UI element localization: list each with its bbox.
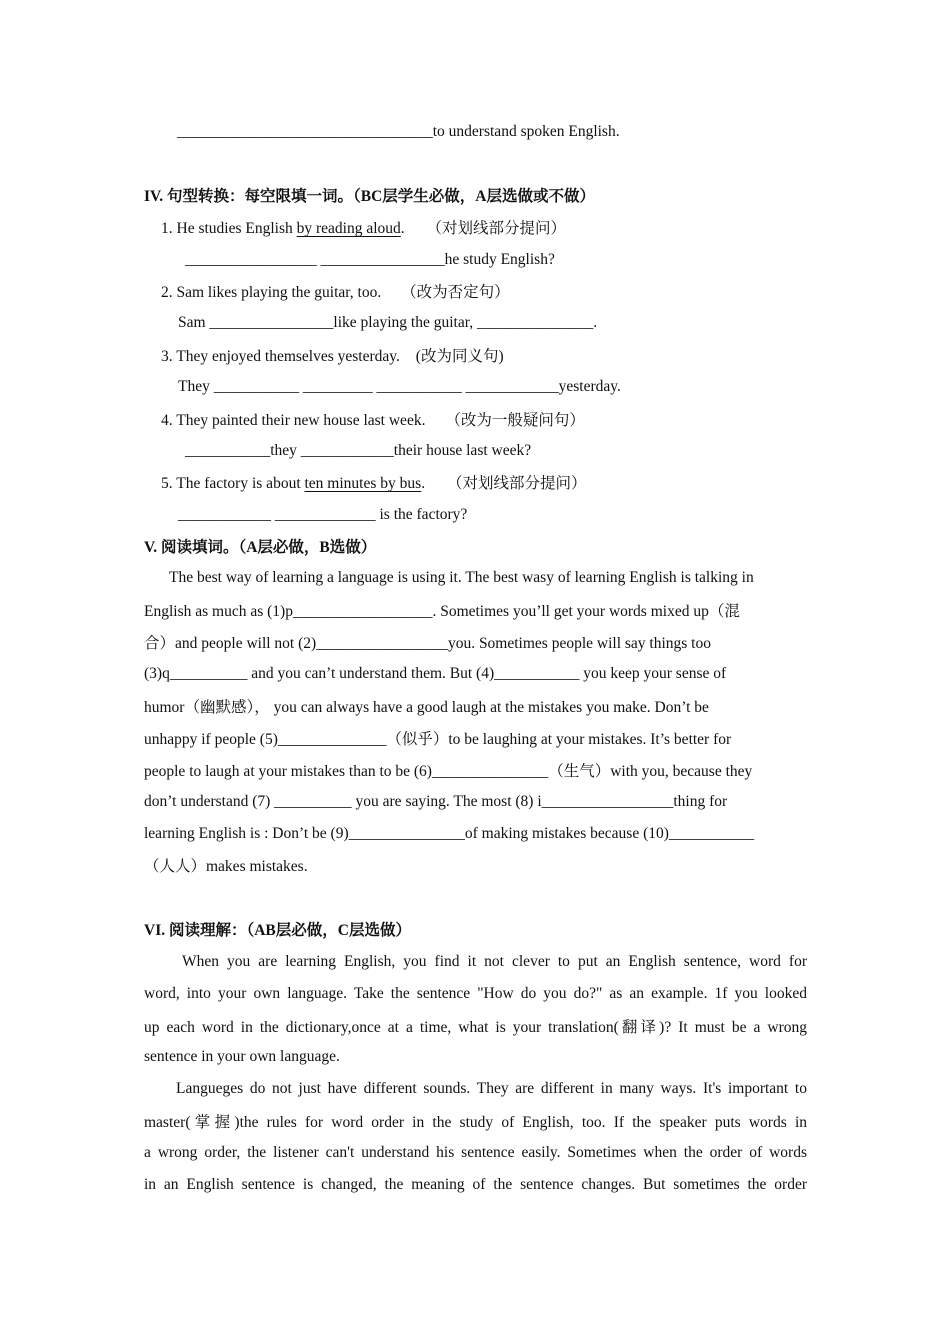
underlined-phrase: ten minutes by bus (304, 475, 422, 492)
section-5-heading: V. 阅读填词。（A层必做，B选做） (144, 539, 377, 556)
passage-6-line: master(掌握)the rules for word order in the study of English, too. If the speaker puts words in (144, 1114, 807, 1131)
passage-5-line: 合）and people will not (2)_________________you. Sometimes people will say things too (144, 635, 711, 652)
question-3 (161, 347, 504, 367)
passage-5-line: （人人）makes mistakes. (144, 858, 308, 875)
instruction-note: （改为否定句） (401, 284, 510, 301)
answer-line-5: ____________ _____________ is the factory? (178, 506, 468, 523)
question-punct: . (421, 475, 426, 492)
answer-line-2: Sam ________________like playing the guitar, _______________. (178, 314, 598, 331)
passage-6-line: Langueges do not just have different sounds. They are different in many ways. It's important to (176, 1080, 807, 1097)
instruction-note: （对划线部分提问） (426, 220, 567, 237)
question-punct: . (400, 220, 405, 237)
passage-6-line: a wrong order, the listener can't understand his sentence easily. Sometimes when the order of words (144, 1144, 807, 1161)
question-1 (161, 219, 566, 239)
passage-5-line: unhappy if people (5)______________（似乎）to be laughing at your mistakes. It’s better for (144, 731, 732, 748)
passage-5-line: people to laugh at your mistakes than to be (6)_______________（生气）with you, because they (144, 763, 753, 780)
passage-5-line: English as much as (1)p__________________. Sometimes you’ll get your words mixed up（混 (144, 603, 740, 620)
passage-6-line: in an English sentence is changed, the meaning of the sentence changes. But sometimes the order (144, 1176, 807, 1193)
passage-6-line: up each word in the dictionary,once at a time, what is your translation(翻译)? It must be a wrong (144, 1019, 807, 1036)
passage-5-line: don’t understand (7) __________ you are saying. The most (8) i_________________thing for (144, 793, 728, 810)
answer-line-4: ___________they ____________their house last week? (185, 442, 532, 459)
passage-6-line: word, into your own language. Take the sentence "How do you do?" as an example. 1f you looked (144, 985, 807, 1002)
answer-line-3: They ___________ _________ ___________ ____________yesterday. (178, 378, 621, 395)
instruction-note: (改为同义句) (415, 348, 504, 365)
passage-6-line: sentence in your own language. (144, 1048, 340, 1065)
section-6-heading: VI. 阅读理解：（AB层必做，C层选做） (144, 922, 411, 939)
answer-line-1: _________________ ________________he study English? (185, 251, 555, 268)
question-number: 3. (161, 348, 173, 365)
question-number: 2. (161, 284, 173, 301)
instruction-note: （改为一般疑问句） (445, 412, 585, 429)
question-text: They painted their new house last week. (176, 412, 426, 429)
passage-5-line: The best way of learning a language is using it. The best wasy of learning English is talking in (169, 569, 754, 586)
continuation-line: _________________________________to understand spoken English. (177, 123, 620, 140)
question-4 (161, 411, 585, 431)
question-number: 4. (161, 412, 173, 429)
passage-5-line: (3)q__________ and you can’t understand them. But (4)___________ you keep your sense of (144, 665, 727, 682)
question-text: The factory is about (176, 475, 301, 492)
question-text: Sam likes playing the guitar, too. (176, 284, 382, 301)
section-4-heading: IV. 句型转换：每空限填一词。（BC层学生必做，A层选做或不做） (144, 188, 595, 205)
underlined-phrase: by reading aloud (296, 220, 401, 237)
instruction-note: （对划线部分提问） (446, 475, 587, 492)
passage-5-line: learning English is : Don’t be (9)_______________of making mistakes because (10)___________ (144, 825, 755, 842)
question-number: 5. (161, 475, 173, 492)
passage-6-line: When you are learning English, you find it not clever to put an English sentence, word for (182, 953, 807, 970)
question-text: They enjoyed themselves yesterday. (176, 348, 400, 365)
question-2 (161, 283, 510, 303)
passage-5-line: humor（幽默感）， you can always have a good laugh at the mistakes you make. Don’t be (144, 699, 709, 716)
question-text: He studies English (176, 220, 293, 237)
question-number: 1. (161, 220, 173, 237)
question-5 (161, 474, 586, 494)
